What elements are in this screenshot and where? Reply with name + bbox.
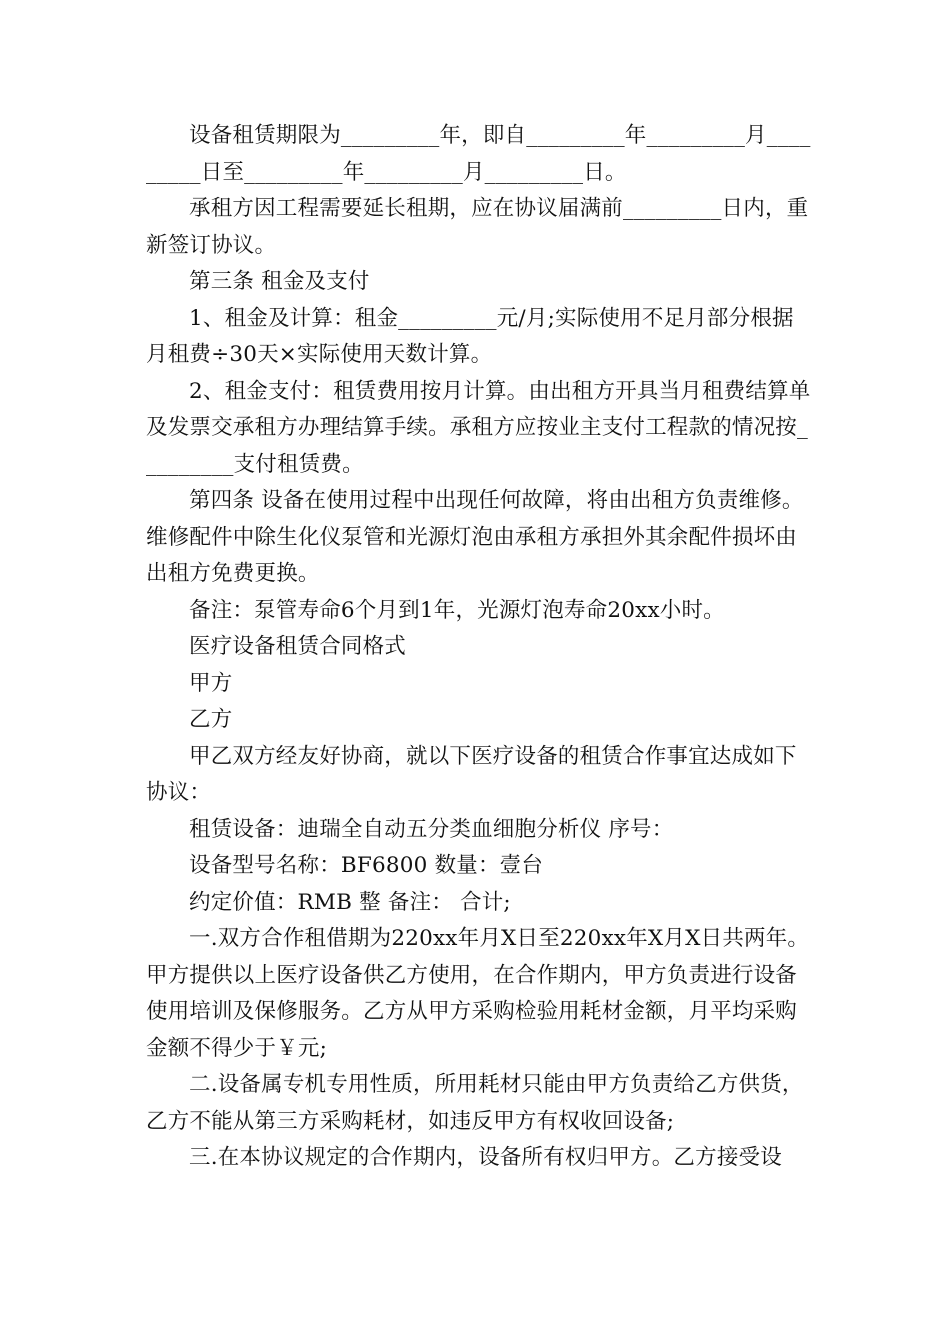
- rent-calculation-paragraph: 1、租金及计算：租金_________元/月;实际使用不足月部分根据月租费÷30天×实际使用天数计算。: [146, 305, 794, 367]
- lease-extension-paragraph: 承租方因工程需要延长租期，应在协议届满前_________日内，重新签订协议。: [146, 196, 809, 258]
- rent-payment-paragraph: 2、租金支付：租赁费用按月计算。由出租方开具当月租费结算单及发票交承租方办理结算手续。承租方应按业主支付工程款的情况按_________支付租赁费。: [146, 378, 811, 477]
- contract-format-title: 医疗设备租赁合同格式: [189, 634, 407, 659]
- article-three-heading: 第三条 租金及支付: [189, 269, 370, 294]
- lease-term-paragraph: 设备租赁期限为_________年，即自_________年_________月_________日至_________年_________月_________日。: [146, 123, 811, 185]
- clause-one-paragraph: 一.双方合作租借期为220xx年月X日至220xx年X月X日共两年。甲方提供以上医疗设备供乙方使用，在合作期内，甲方负责进行设备使用培训及保修服务。乙方从甲方采购检验用耗材金额，月平均采购金额不得少于￥元;: [146, 926, 810, 1061]
- party-b-label: 乙方: [189, 707, 233, 732]
- clause-three-paragraph: 三.在本协议规定的合作期内，设备所有权归甲方。乙方接受设: [189, 1145, 782, 1170]
- remark-paragraph: 备注：泵管寿命6个月到1年，光源灯泡寿命20xx小时。: [189, 597, 725, 623]
- party-a-label: 甲方: [189, 670, 233, 696]
- leased-equipment-line: 租赁设备：迪瑞全自动五分类血细胞分析仪 序号：: [189, 816, 674, 842]
- article-four-paragraph: 第四条 设备在使用过程中出现任何故障，将由出租方负责维修。维修配件中除生化仪泵管和光源灯泡由承租方承担外其余配件损坏由出租方免费更换。: [146, 488, 804, 586]
- document-body: [146, 118, 812, 1177]
- agreed-value-line: 约定价值：RMB 整 备注： 合计;: [189, 889, 511, 915]
- equipment-model-line: 设备型号名称：BF6800 数量：壹台: [189, 853, 544, 878]
- clause-two-paragraph: 二.设备属专机专用性质，所用耗材只能由甲方负责给乙方供货，乙方不能从第三方采购耗材，如违反甲方有权收回设备;: [146, 1072, 804, 1134]
- agreement-intro-paragraph: 甲乙双方经友好协商，就以下医疗设备的租赁合作事宜达成如下协议：: [146, 743, 797, 805]
